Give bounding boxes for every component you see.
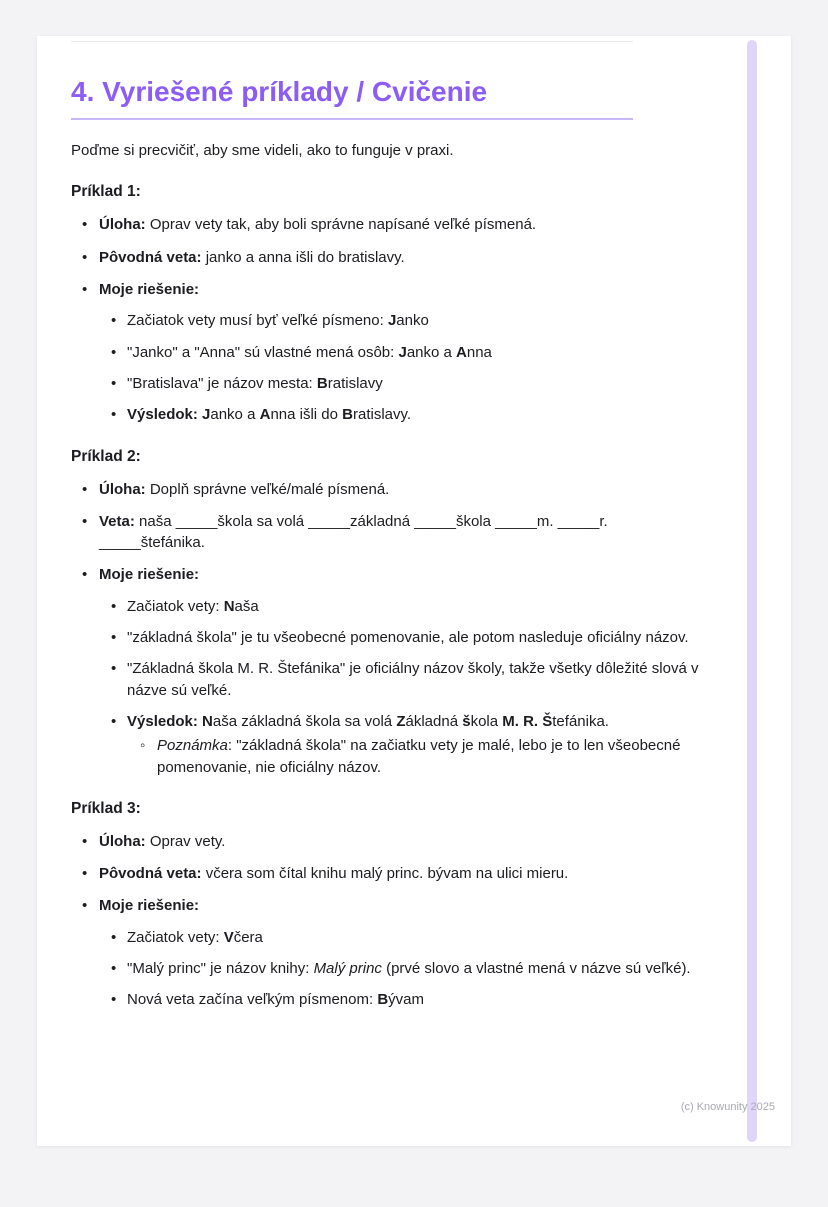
list-item	[99, 711, 711, 778]
text-segment: "Malý princ" je názov knihy:	[127, 960, 314, 978]
text-segment: (prvé slovo a vlastné mená v názve sú veľké).	[381, 960, 691, 978]
list-item	[71, 863, 711, 884]
list-item	[71, 279, 711, 425]
text-segment: ývam	[388, 991, 424, 1009]
text-segment: "základná škola" je tu všeobecné pomenovanie, ale potom nasleduje oficiálny názov.	[127, 629, 689, 647]
text-segment: Moje riešenie:	[99, 566, 200, 584]
text-segment: anko a	[406, 343, 457, 361]
text-segment: N	[202, 712, 213, 730]
text-segment: Začiatok vety:	[127, 928, 224, 946]
document-content	[37, 36, 791, 1082]
text-segment: "Janko" a "Anna" sú vlastné mená osôb:	[127, 343, 399, 361]
previous-section-divider	[71, 41, 633, 42]
sections	[71, 181, 711, 1010]
bullet-list-level-1	[71, 214, 711, 425]
list-item	[99, 310, 711, 331]
text-segment: čera	[233, 928, 263, 946]
text-segment: Oprav vety.	[145, 832, 226, 850]
text-segment: Pôvodná veta:	[99, 248, 202, 266]
text-segment: kola	[470, 712, 503, 730]
bullet-list-level-1	[71, 831, 711, 1011]
list-item	[99, 627, 711, 648]
text-segment: Výsledok:	[127, 712, 203, 730]
text-segment: aša	[234, 597, 259, 615]
title-divider	[71, 118, 633, 120]
text-segment: Začiatok vety musí byť veľké písmeno:	[127, 312, 388, 330]
text-segment: anko a	[210, 406, 260, 424]
list-item	[71, 564, 711, 777]
text-segment: Pôvodná veta:	[99, 865, 202, 883]
text-segment: Moje riešenie:	[99, 281, 200, 299]
list-item	[99, 342, 711, 363]
list-item	[71, 511, 711, 554]
text-segment: A	[456, 343, 467, 361]
list-item	[99, 404, 711, 425]
list-item	[71, 479, 711, 500]
page-title: 4. Vyriešené príklady / Cvičenie	[71, 76, 488, 107]
bullet-list-level-1	[71, 479, 711, 778]
text-segment: Veta:	[99, 512, 135, 530]
text-segment: ratislavy	[327, 374, 383, 392]
copyright-note: (c) Knowunity 2025	[680, 1101, 775, 1114]
bullet-list-level-2	[99, 927, 711, 1011]
text-segment: J	[398, 343, 407, 361]
text-segment: B	[342, 406, 353, 424]
list-item	[99, 927, 711, 948]
text-segment: "Základná škola M. R. Štefánika" je oficiálny názov školy, takže všetky dôležité slová v názve sú veľké.	[127, 660, 699, 699]
list-item	[99, 596, 711, 617]
list-item	[71, 895, 711, 1010]
text-segment: nna išli do	[270, 406, 343, 424]
text-segment: J	[387, 312, 397, 330]
text-segment: A	[259, 406, 271, 424]
text-segment: Oprav vety tak, aby boli správne napísané veľké písmená.	[145, 216, 537, 234]
text-segment: nna	[466, 343, 492, 361]
list-item	[99, 989, 711, 1010]
list-item	[99, 373, 711, 394]
text-segment: Malý princ	[313, 960, 382, 978]
text-segment: : "základná škola" na začiatku vety je malé, lebo je to len všeobecné pomenovanie, nie oficiálny názov.	[157, 737, 681, 776]
intro-paragraph: Poďme si precvičiť, aby sme videli, ako to funguje v praxi.	[71, 142, 454, 160]
text-segment: V	[223, 928, 234, 946]
text-segment: Výsledok:	[127, 406, 203, 424]
text-segment: š	[462, 712, 471, 730]
text-segment: J	[202, 406, 211, 424]
bullet-list-level-3	[127, 735, 711, 778]
bullet-list-level-2	[99, 596, 711, 778]
list-item	[99, 958, 711, 979]
text-segment: tefánika.	[552, 712, 609, 730]
text-segment: B	[316, 374, 328, 392]
text-segment: "Bratislava" je názov mesta:	[127, 374, 317, 392]
list-item	[71, 214, 711, 235]
scrollbar-thumb[interactable]	[747, 40, 757, 1142]
text-segment: ratislavy.	[353, 406, 412, 424]
list-item	[71, 831, 711, 852]
text-segment: Nová veta začína veľkým písmenom:	[127, 991, 378, 1009]
document-page	[37, 36, 791, 1146]
text-segment: Moje riešenie:	[99, 897, 200, 915]
text-segment: Úloha:	[99, 480, 146, 498]
text-segment: Úloha:	[99, 216, 146, 234]
section-heading: Príklad 3:	[71, 799, 141, 817]
list-item	[71, 247, 711, 268]
text-segment: naša _____škola sa volá _____základná _____škola _____m. _____r. _____štefánika.	[99, 512, 608, 552]
bullet-list-level-2	[99, 310, 711, 425]
text-segment: včera som čítal knihu malý princ. bývam na ulici mieru.	[201, 865, 569, 883]
text-segment: Poznámka	[157, 737, 228, 755]
text-segment: Úloha:	[99, 832, 146, 850]
text-segment: Z	[396, 712, 406, 730]
text-segment: Začiatok vety:	[127, 597, 224, 615]
text-segment: janko a anna išli do bratislavy.	[201, 248, 405, 266]
text-segment: aša základná škola sa volá	[212, 712, 397, 730]
text-segment: N	[223, 597, 235, 615]
text-segment: Doplň správne veľké/malé písmená.	[145, 480, 390, 498]
text-segment: M. R. Š	[502, 712, 553, 730]
section-heading: Príklad 1:	[71, 183, 141, 201]
section-heading: Príklad 2:	[71, 447, 141, 465]
list-item	[99, 658, 711, 701]
text-segment: B	[377, 991, 389, 1009]
text-segment: anko	[396, 312, 429, 330]
list-item	[127, 735, 711, 778]
text-segment: ákladná	[405, 712, 463, 730]
